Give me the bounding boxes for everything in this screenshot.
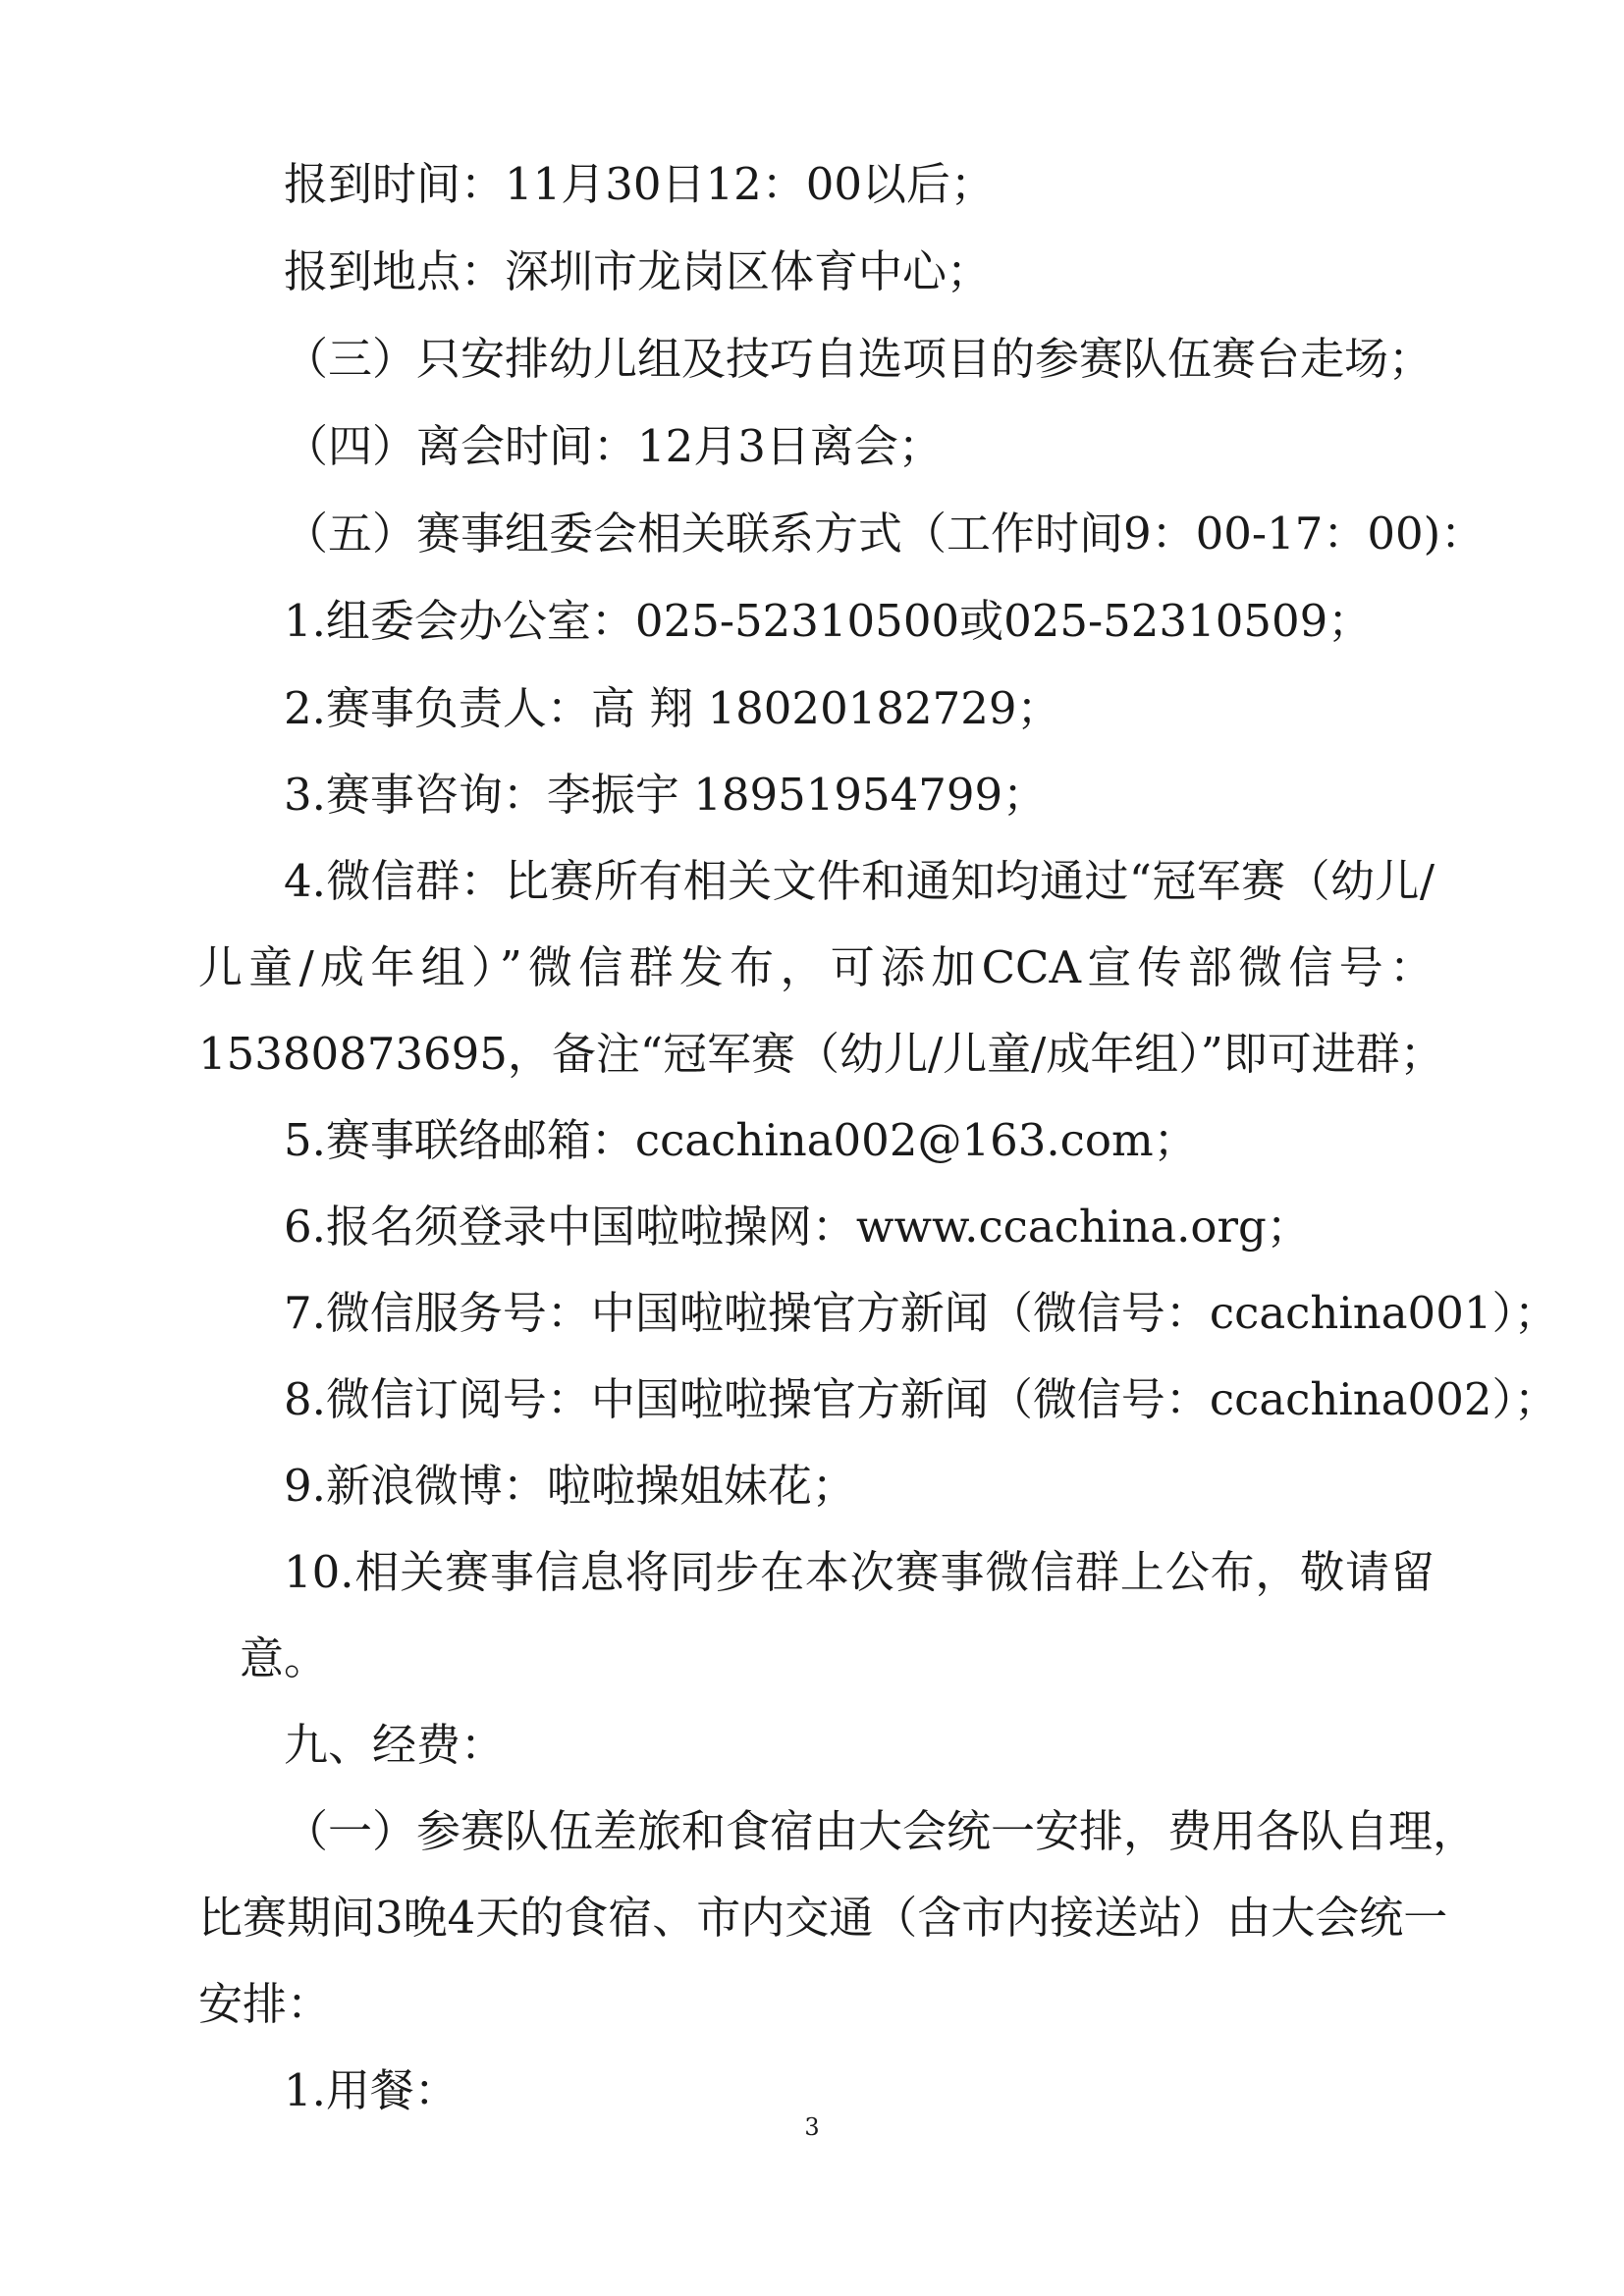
text-line: 2.赛事负责人：高 翔 18020182729； — [284, 682, 1061, 734]
text-line: 4.微信群：比赛所有相关文件和通知均通过“冠军赛（幼儿/ — [284, 855, 1435, 907]
text-line: 儿童/成年组）”微信群发布，可添加CCA宣传部微信号： — [198, 941, 1434, 993]
text-line: 比赛期间3晚4天的食宿、市内交通（含市内接送站）由大会统一 — [198, 1892, 1448, 1944]
text-line: 6.报名须登录中国啦啦操网：www.ccachina.org； — [284, 1201, 1311, 1253]
text-line: 5.赛事联络邮箱：ccachina002@163.com； — [284, 1114, 1198, 1166]
text-line: 报到地点：深圳市龙岗区体育中心； — [284, 245, 992, 297]
text-line: （五）赛事组委会相关联系方式（工作时间9：00-17：00)： — [284, 507, 1486, 560]
text-line: 10.相关赛事信息将同步在本次赛事微信群上公布，敬请留 — [284, 1546, 1435, 1598]
text-line: 意。 — [240, 1632, 329, 1684]
text-line: （一）参赛队伍差旅和食宿由大会统一安排，费用各队自理， — [284, 1805, 1478, 1857]
text-line: 3.赛事咨询：李振宇 18951954799； — [284, 769, 1048, 821]
text-line: 1.用餐： — [284, 2064, 459, 2116]
text-line: 安排： — [198, 1978, 332, 2030]
text-line: （三）只安排幼儿组及技巧自选项目的参赛队伍赛台走场； — [284, 333, 1434, 385]
text-line: （四）离会时间：12月3日离会； — [284, 420, 943, 472]
text-line: 15380873695，备注“冠军赛（幼儿/儿童/成年组）”即可进群； — [198, 1028, 1444, 1080]
text-line: 1.组委会办公室：025-52310500或025-52310509； — [284, 595, 1373, 647]
text-line: 9.新浪微博：啦啦操姐妹花； — [284, 1460, 856, 1512]
page-number: 3 — [804, 2113, 820, 2141]
text-line: 8.微信订阅号：中国啦啦操官方新闻（微信号：ccachina002）； — [284, 1373, 1558, 1425]
section-heading: 九、经费： — [284, 1719, 506, 1771]
text-line: 7.微信服务号：中国啦啦操官方新闻（微信号：ccachina001）； — [284, 1287, 1558, 1339]
text-line: 报到时间：11月30日12：00以后； — [284, 158, 996, 210]
